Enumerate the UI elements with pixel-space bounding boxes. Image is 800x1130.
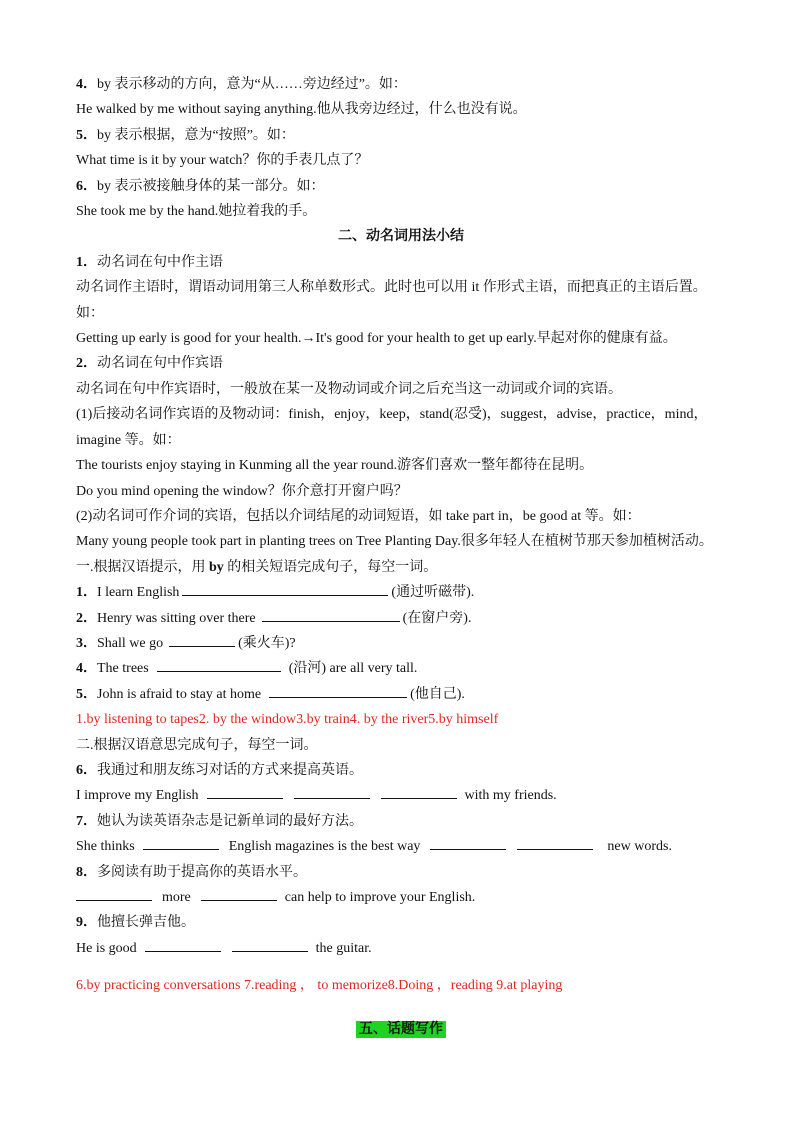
answer-blank[interactable] [262, 607, 400, 622]
answer-blank[interactable] [269, 683, 407, 698]
answer-blank[interactable] [430, 835, 506, 850]
point-6: 6．by 表示被接触身体的某一部分。如： [76, 178, 325, 194]
exercise1-q2: 2．Henry was sitting over there (在窗户旁). [76, 606, 726, 631]
section-title-gerund: 二、动名词用法小结 [338, 229, 464, 245]
gerund-prep-rule: (2)动名词可作介词的宾语，包括以介词结尾的动词短语，如 take part in，be good at 等。如： [76, 508, 641, 524]
example-4: He walked by me without saying anything.他从我旁边经过，什么也没有说。 [76, 102, 527, 118]
exercise2-q7-prompt: 7．她认为读英语杂志是记新单词的最好方法。 [76, 813, 363, 829]
gerund-subject-rule-cont: 如： [76, 305, 104, 321]
gerund-verbs-list: (1)后接动名词作宾语的及物动词：finish，enjoy，keep，stand(忍受)，suggest，advise，practice，mind， [76, 407, 708, 423]
answer-blank[interactable] [169, 632, 235, 647]
gerund-subject-heading: 1．动名词在句中作主语 [76, 254, 223, 270]
exercise2-q9: He is good the guitar. [76, 936, 726, 961]
exercise1-answers: 1.by listening to tapes2. by the window3.by train4. by the river5.by himself [76, 712, 499, 728]
gerund-object-rule: 动名词在句中作宾语时，一般放在某一及物动词或介词之后充当这一动词或介词的宾语。 [76, 381, 622, 397]
exercise1-q1: 1．I learn English (通过听磁带). [76, 580, 726, 605]
gerund-subject-example: Getting up early is good for your health.→It's good for your health to get up early.早起对你的健康有益。 [76, 331, 677, 347]
document-page [76, 72, 726, 1042]
answer-blank[interactable] [145, 937, 221, 952]
section5-title-wrap [76, 1017, 726, 1042]
exercise2-q9-prompt: 9．他擅长弹吉他。 [76, 915, 195, 931]
exercise1-q4: 4．The trees (沿河) are all very tall. [76, 656, 726, 681]
exercise1-title: 一.根据汉语提示，用 by 的相关短语完成句子，每空一词。 [76, 559, 438, 575]
example-5: What time is it by your watch？你的手表几点了？ [76, 153, 369, 169]
answer-blank[interactable] [157, 657, 281, 672]
exercise2-q6-prompt: 6．我通过和朋友练习对话的方式来提高英语。 [76, 762, 363, 778]
exercise2-title: 二.根据汉语意思完成句子，每空一词。 [76, 737, 318, 753]
exercise2-answers: 6.by practicing conversations 7.reading ， to memorize8.Doing ，reading 9.at playing [76, 978, 563, 994]
exercise2-q8: more can help to improve your English. [76, 885, 726, 910]
answer-blank[interactable] [182, 581, 388, 596]
answer-blank[interactable] [207, 784, 283, 799]
gerund-object-heading: 2．动名词在句中作宾语 [76, 356, 223, 372]
exercise2-q7: She thinks English magazines is the best way new words. [76, 834, 726, 859]
gerund-example-1: The tourists enjoy staying in Kunming all the year round.游客们喜欢一整年都待在昆明。 [76, 458, 594, 474]
exercise1-q5: 5．John is afraid to stay at home (他自己). [76, 682, 726, 707]
answer-blank[interactable] [76, 886, 152, 901]
answer-blank[interactable] [381, 784, 457, 799]
point-4: 4．by 表示移动的方向，意为“从……旁边经过”。如： [76, 77, 407, 92]
point-5: 5．by 表示根据，意为“按照”。如： [76, 127, 295, 143]
section5-title: 五、话题写作 [356, 1021, 446, 1038]
exercise2-q6: I improve my English with my friends. [76, 783, 726, 808]
gerund-subject-rule: 动名词作主语时，谓语动词用第三人称单数形式。此时也可以用 it 作形式主语，而把真正的主语后置。 [76, 280, 707, 296]
answer-blank[interactable] [517, 835, 593, 850]
exercise2-q8-prompt: 8．多阅读有助于提高你的英语水平。 [76, 864, 307, 880]
answer-blank[interactable] [143, 835, 219, 850]
gerund-example-2: Do you mind opening the window？你介意打开窗户吗？ [76, 483, 408, 499]
example-6: She took me by the hand.她拉着我的手。 [76, 204, 317, 220]
answer-blank[interactable] [201, 886, 277, 901]
answer-blank[interactable] [232, 937, 308, 952]
gerund-verbs-list-cont: imagine 等。如： [76, 432, 181, 448]
answer-blank[interactable] [294, 784, 370, 799]
exercise1-q3: 3．Shall we go (乘火车)? [76, 631, 726, 656]
gerund-example-3: Many young people took part in planting trees on Tree Planting Day.很多年轻人在植树节那天参加植树活动。 [76, 534, 713, 550]
